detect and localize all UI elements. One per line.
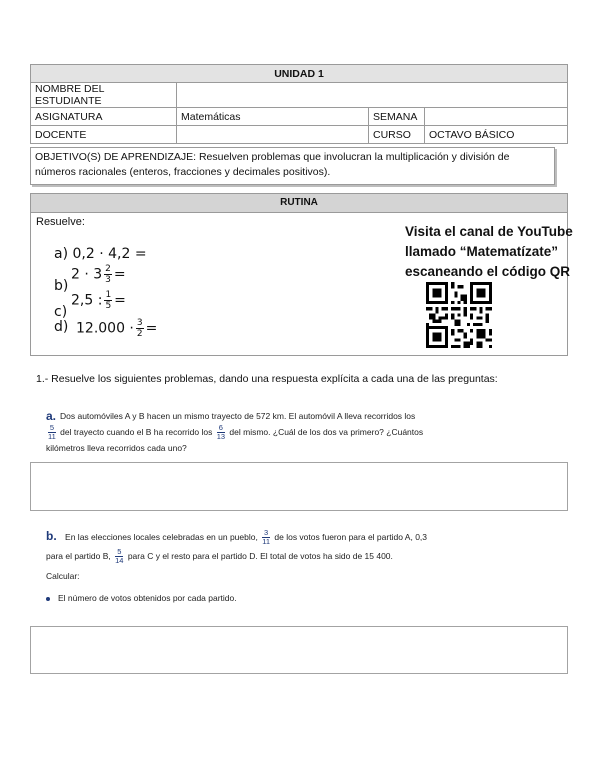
problems-instruction: 1.- Resuelve los siguientes problemas, dando una respuesta explícita a cada una de las preguntas: — [36, 373, 498, 385]
problem-b-calc-label: Calcular: — [46, 571, 80, 581]
bullet-icon — [46, 597, 50, 601]
problem-a-fraction-2: $\frac{6}{13}$ — [216, 423, 226, 442]
routine-item-d-letter: d) — [54, 319, 69, 335]
problem-b-line2a: para el partido B, — [46, 551, 111, 561]
week-label: SEMANA — [369, 108, 425, 126]
course-label: CURSO — [369, 126, 425, 144]
problem-b-letter: b. — [46, 529, 57, 543]
problem-a-line2b: del mismo. ¿Cuál de los dos va primero? ¿Cuántos — [229, 427, 424, 437]
youtube-line-3: escaneando el código QR — [405, 264, 571, 279]
problem-a-line1: Dos automóviles A y B hacen un mismo trayecto de 572 km. El automóvil A lleva recorridos los — [60, 411, 416, 421]
problem-b-line1b: de los votos fueron para el partido A, 0,3 — [274, 532, 428, 542]
student-info-table — [30, 64, 568, 144]
week-field[interactable] — [425, 108, 568, 126]
problem-b-fraction-1: $\frac{3}{11}$ — [262, 528, 271, 547]
problem-b-bullet-item: El número de votos obtenidos por cada partido. — [46, 590, 546, 606]
routine-title: RUTINA — [31, 194, 567, 213]
youtube-line-1: Visita el canal de YouTube — [405, 224, 573, 239]
routine-item-b-expr: 2 · 3 $\frac{2}{3}$ = — [71, 264, 126, 285]
problem-b-line1a: En las elecciones locales celebradas en un pueblo, — [65, 532, 258, 542]
routine-intro: Resuelve: — [36, 216, 85, 228]
course-value: OCTAVO BÁSICO — [425, 126, 568, 144]
routine-item-c-expr: 2,5 : $\frac{1}{5}$ = — [71, 290, 126, 311]
youtube-line-2: llamado “Matematízate” — [405, 244, 559, 259]
problem-b-line2b: para C y el resto para el partido D. El total de votos ha sido de 15 400. — [127, 551, 393, 561]
routine-item-b-letter: b) — [54, 278, 69, 294]
problem-a-fraction-1: $\frac{5}{11}$ — [48, 423, 56, 442]
problem-a-line3: kilómetros lleva recorridos cada uno? — [46, 443, 187, 453]
unit-title: UNIDAD 1 — [31, 65, 568, 83]
student-name-label: NOMBRE DEL ESTUDIANTE — [31, 83, 177, 108]
problem-a — [46, 408, 506, 456]
youtube-promo — [405, 222, 595, 282]
routine-item-c-letter: c) — [54, 304, 68, 320]
teacher-label: DOCENTE — [31, 126, 177, 144]
routine-item-a: a) 0,2 · 4,2 = — [54, 246, 147, 262]
student-name-field[interactable] — [177, 83, 568, 108]
subject-label: ASIGNATURA — [31, 108, 177, 126]
answer-box-a[interactable] — [30, 462, 568, 511]
qr-code-icon[interactable] — [426, 282, 492, 348]
answer-box-b[interactable] — [30, 626, 568, 674]
routine-item-d-expr: 12.000 · $\frac{3}{2}$ = — [76, 318, 158, 339]
learning-objective: OBJETIVO(S) DE APRENDIZAJE: Resuelven problemas que involucran la multiplicación y división de números racionales (enteros, fracciones y decimales positivos). — [30, 147, 555, 185]
problem-b-fraction-2: $\frac{5}{14}$ — [115, 547, 124, 566]
problem-b — [46, 528, 546, 606]
problem-a-line2a: del trayecto cuando el B ha recorrido los — [60, 427, 213, 437]
subject-value: Matemáticas — [177, 108, 369, 126]
problem-a-letter: a. — [46, 409, 57, 423]
teacher-field[interactable] — [177, 126, 369, 144]
